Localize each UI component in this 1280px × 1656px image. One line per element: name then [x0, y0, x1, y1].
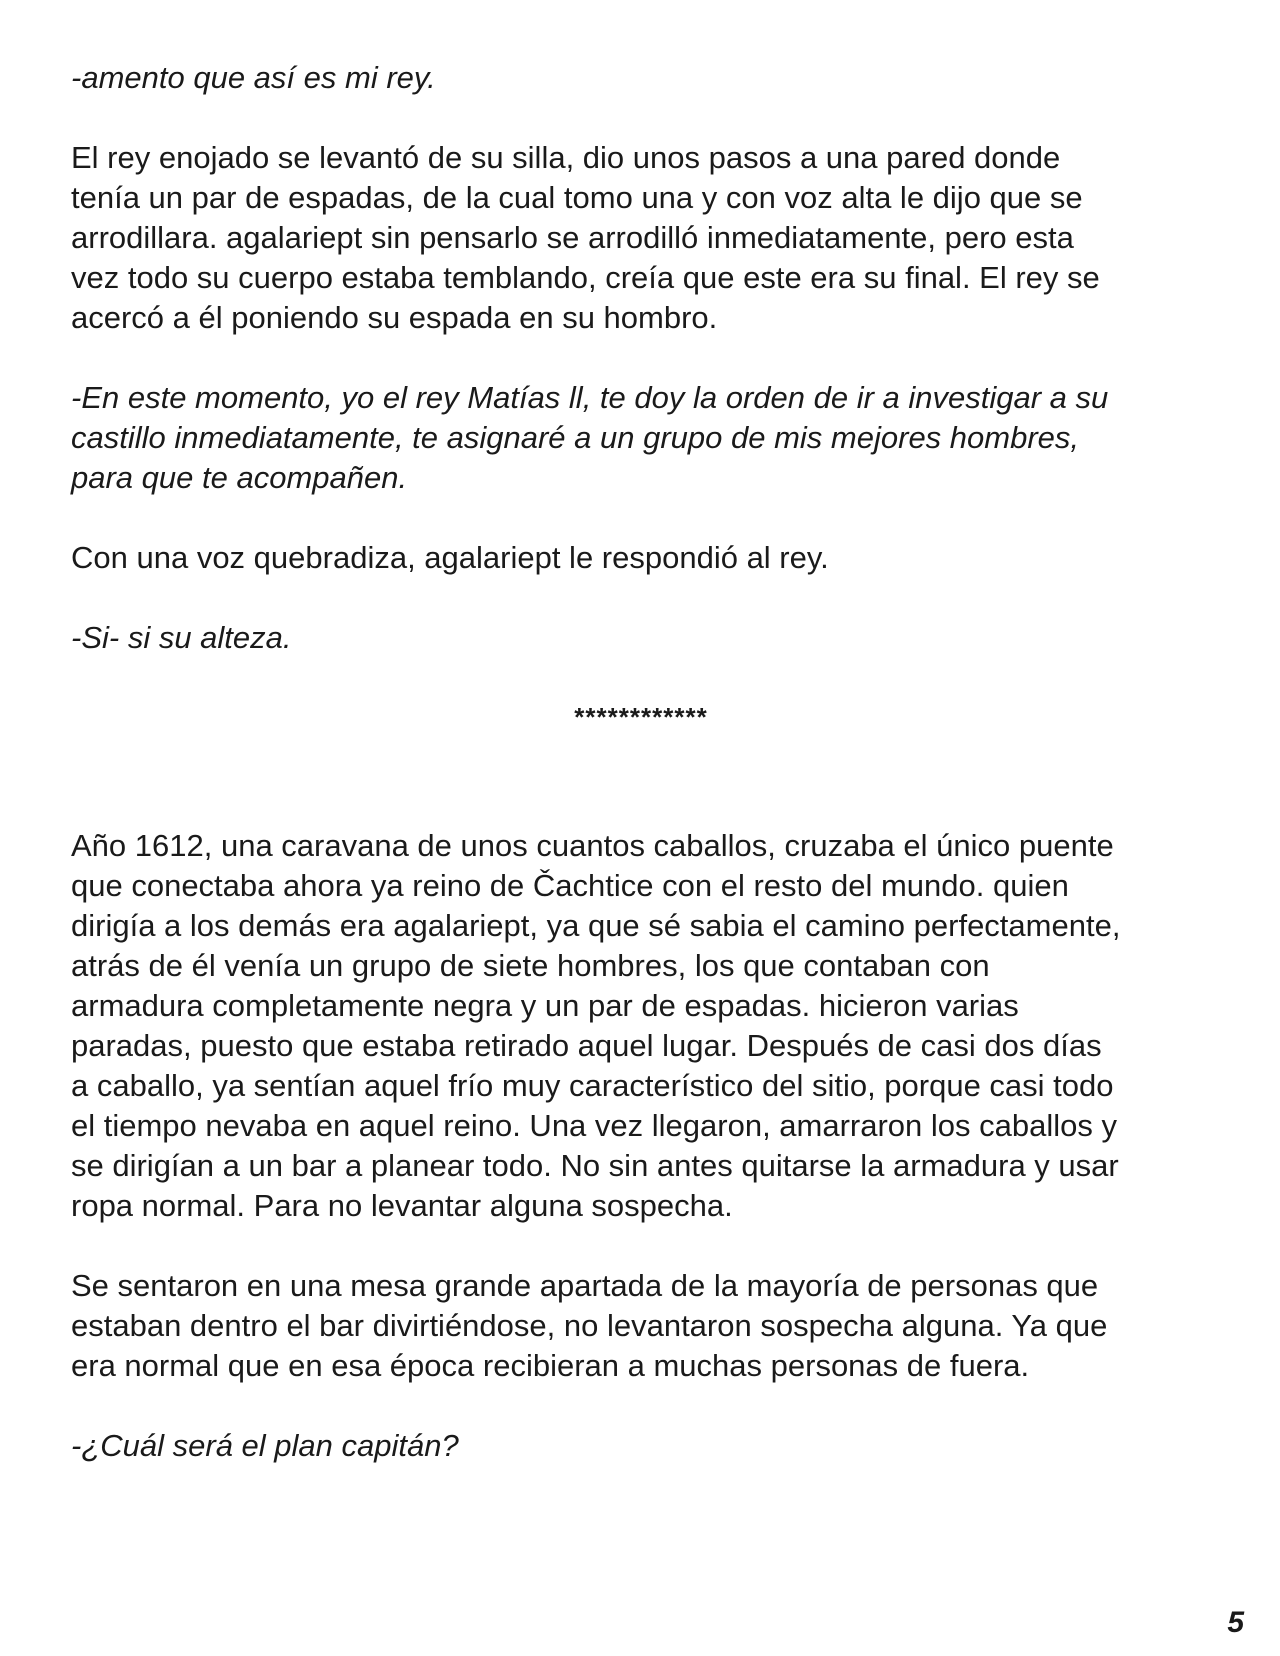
text-line: El rey enojado se levantó de su silla, dio unos pasos a una pared donde: [71, 140, 1061, 175]
section-separator: ************: [574, 702, 708, 732]
page-number: 5: [1227, 1606, 1244, 1639]
paragraph-4: [71, 538, 1211, 578]
paragraph-6: [71, 826, 1211, 1226]
text-line: arrodillara. agalariept sin pensarlo se arrodilló inmediatamente, pero esta: [71, 220, 1074, 255]
text-line: castillo inmediatamente, te asignaré a un grupo de mis mejores hombres,: [71, 420, 1080, 455]
text-line: para que te acompañen.: [71, 460, 408, 495]
text-line: -En este momento, yo el rey Matías ll, te doy la orden de ir a investigar a su: [71, 380, 1109, 415]
paragraph-3: [71, 378, 1211, 498]
paragraph-8: [71, 1426, 1211, 1466]
paragraph-7: [71, 1266, 1211, 1386]
text-line: tenía un par de espadas, de la cual tomo una y con voz alta le dijo que se: [71, 180, 1083, 215]
text-line: a caballo, ya sentían aquel frío muy característico del sitio, porque casi todo: [71, 1068, 1114, 1103]
text-line: estaban dentro el bar divirtiéndose, no levantaron sospecha alguna. Ya que: [71, 1308, 1108, 1343]
text-line: armadura completamente negra y un par de espadas. hicieron varias: [71, 988, 1019, 1023]
text-line: el tiempo nevaba en aquel reino. Una vez llegaron, amarraron los caballos y: [71, 1108, 1117, 1143]
text-line: Con una voz quebradiza, agalariept le respondió al rey.: [71, 540, 829, 575]
section-1: [71, 58, 1211, 698]
paragraph-5: [71, 618, 1211, 658]
text-line: -¿Cuál será el plan capitán?: [71, 1428, 459, 1463]
text-line: atrás de él venía un grupo de siete hombres, los que contaban con: [71, 948, 990, 983]
text-line: acercó a él poniendo su espada en su hombro.: [71, 300, 718, 335]
text-line: dirigía a los demás era agalariept, ya que sé sabia el camino perfectamente,: [71, 908, 1121, 943]
text-line: -amento que así es mi rey.: [71, 60, 436, 95]
text-line: vez todo su cuerpo estaba temblando, creía que este era su final. El rey se: [71, 260, 1100, 295]
text-line: ropa normal. Para no levantar alguna sospecha.: [71, 1188, 733, 1223]
paragraph-2: [71, 138, 1211, 338]
text-line: que conectaba ahora ya reino de Čachtice con el resto del mundo. quien: [71, 868, 1069, 903]
text-line: Se sentaron en una mesa grande apartada de la mayoría de personas que: [71, 1268, 1099, 1303]
text-line: paradas, puesto que estaba retirado aquel lugar. Después de casi dos días: [71, 1028, 1102, 1063]
section-2: [71, 826, 1211, 1506]
text-line: -Si- si su alteza.: [71, 620, 292, 655]
text-line: se dirigían a un bar a planear todo. No sin antes quitarse la armadura y usar: [71, 1148, 1119, 1183]
paragraph-1: [71, 58, 1211, 98]
text-line: era normal que en esa época recibieran a muchas personas de fuera.: [71, 1348, 1030, 1383]
text-line: Año 1612, una caravana de unos cuantos caballos, cruzaba el único puente: [71, 828, 1114, 863]
